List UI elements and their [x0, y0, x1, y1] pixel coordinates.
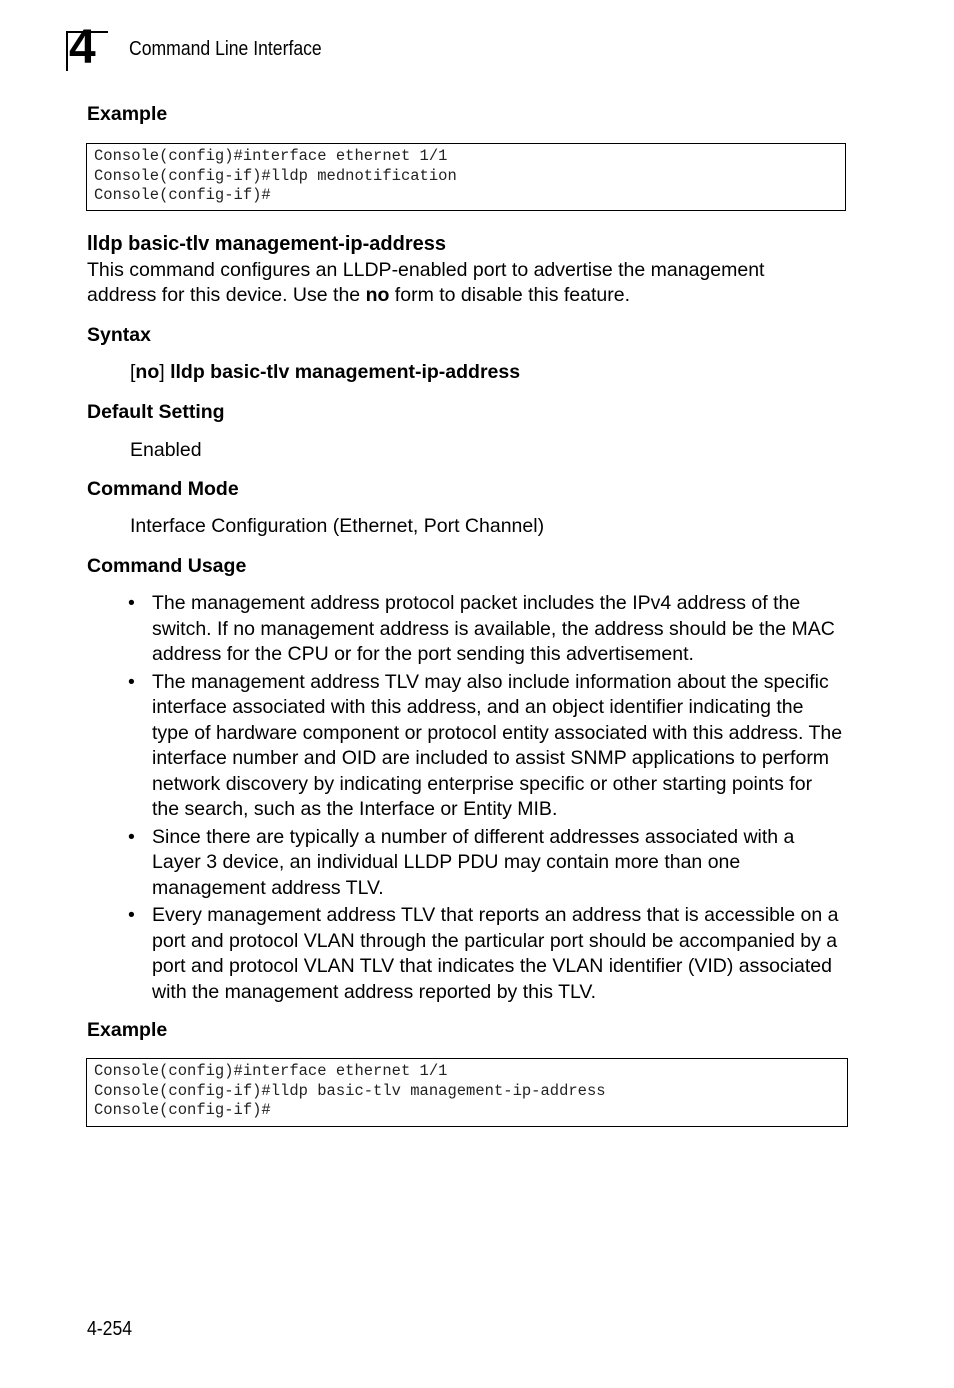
page-number: 4-254: [87, 1318, 133, 1340]
list-item: • The management address TLV may also include information about the specific interface associated with this address, and an object identifier indicating the type of hardware component or protocol entity associated with this address. The interface number and OID are included to assist SNMP applications to perform network discovery by indicating enterprise specific or other starting points for the search, such as the Interface or Entity MIB.: [128, 670, 843, 820]
list-item: • The management address protocol packet includes the IPv4 address of the switch. If no management address is available, the address should be the MAC address for the CPU or for the port sending this advertisement.: [128, 592, 835, 665]
code-example-2: [86, 1058, 848, 1127]
command-mode-heading: Command Mode: [87, 478, 239, 500]
command-usage-list: [128, 591, 844, 1007]
running-header-title: Command Line Interface: [129, 38, 322, 60]
list-item: • Every management address TLV that reports an address that is accessible on a port and protocol VLAN through the particular port should be accompanied by a port and protocol VLAN TLV that indicates the VLAN identifier (VID) associated with the management address reported by this TLV.: [128, 904, 839, 1003]
example-heading-1: Example: [87, 103, 168, 125]
syntax-line: [no] lldp basic-tlv management-ip-address: [130, 361, 521, 383]
command-mode-value: Interface Configuration (Ethernet, Port Channel): [130, 515, 545, 537]
default-setting-value: Enabled: [130, 439, 202, 461]
syntax-heading: Syntax: [87, 324, 151, 346]
example-heading-2: Example: [87, 1019, 168, 1041]
default-setting-heading: Default Setting: [87, 401, 225, 423]
code-line: Console(config)#interface ethernet 1/1: [94, 1062, 448, 1080]
code-line: Console(config-if)#lldp basic-tlv management-ip-address: [94, 1081, 606, 1100]
command-usage-heading: Command Usage: [87, 555, 247, 577]
code-line: Console(config)#interface ethernet 1/1: [94, 147, 448, 165]
code-line: Console(config-if)#: [94, 186, 271, 204]
code-example-1: [86, 143, 846, 211]
list-item: • Since there are typically a number of different addresses associated with a Layer 3 device, an individual LLDP PDU may contain more than one management address TLV.: [128, 825, 795, 899]
command-title: lldp basic-tlv management-ip-address: [87, 233, 446, 255]
no-keyword: no: [365, 284, 390, 306]
chapter-number: 4: [69, 21, 96, 74]
code-line: Console(config-if)#lldp mednotification: [94, 166, 457, 185]
code-line: Console(config-if)#: [94, 1101, 271, 1119]
command-description: This command configures an LLDP-enabled port to advertise the management address for this device. Use the no form to disable this feature.: [87, 259, 765, 306]
